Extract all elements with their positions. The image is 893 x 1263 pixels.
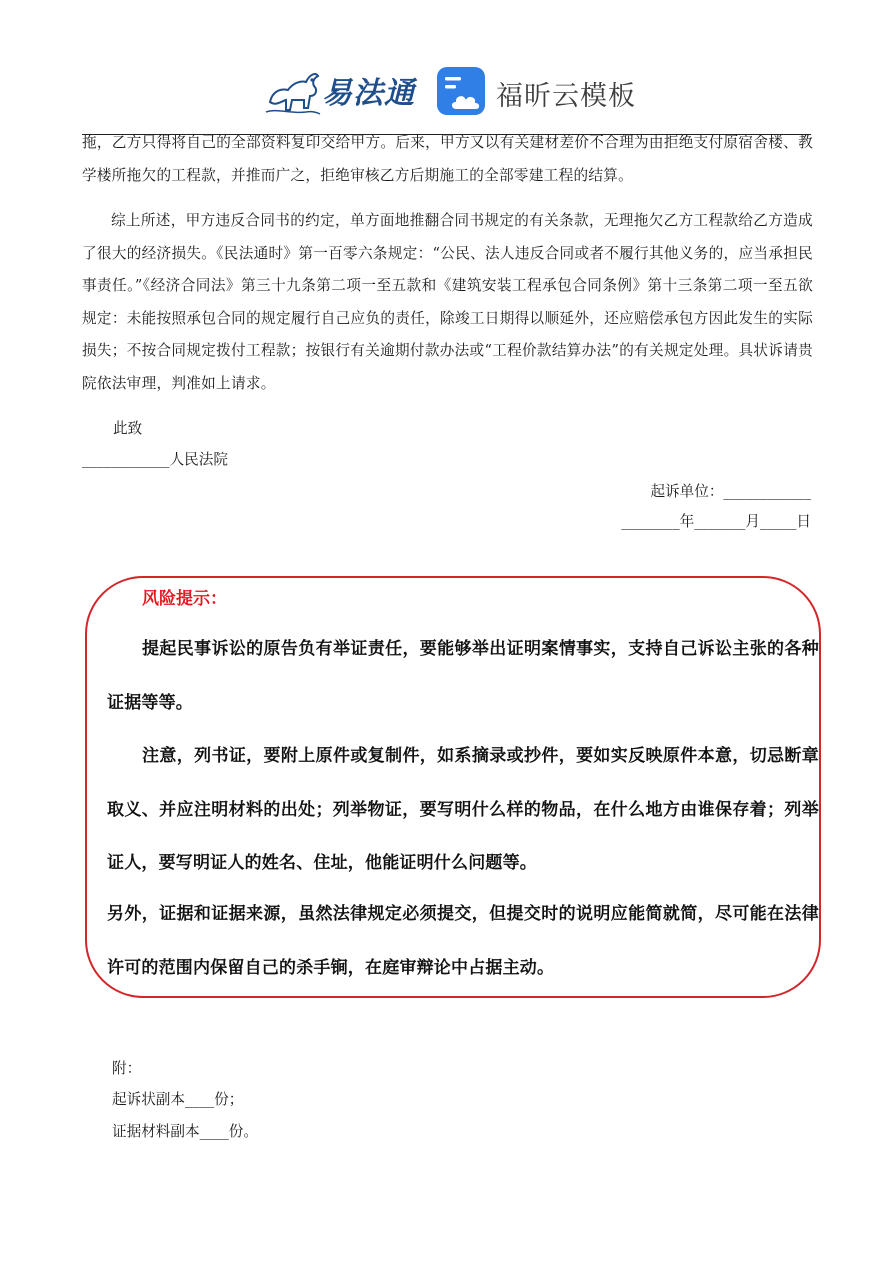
salutation: 此致 — [113, 420, 143, 437]
attachments-heading: 附： — [112, 1060, 142, 1077]
date-line: ________年_______月_____日 — [621, 513, 811, 530]
cloud-document-icon — [436, 66, 488, 118]
logo2-text: 福昕云模板 — [496, 81, 636, 112]
risk-paragraph-1: 提起民事诉讼的原告负有举证责任，要能够举出证明案情事实，支持自己诉讼主张的各种证据等等。 — [107, 639, 819, 713]
risk-title: 风险提示： — [142, 589, 227, 609]
body-paragraph-1: 拖，乙方只得将自己的全部资料复印交给甲方。后来，甲方又以有关建材差价不合理为由拒绝支付原宿舍楼、教学楼所拖欠的工程款，并推而广之，拒绝审核乙方后期施工的全部零建工程的结算。 — [82, 134, 813, 184]
yifatong-logo — [262, 62, 432, 118]
logo1-text: 易法通 — [322, 76, 415, 111]
plaintiff-line: 起诉单位：____________ — [650, 483, 811, 500]
attachment-item-2: 证据材料副本____份。 — [112, 1123, 258, 1140]
fuxin-template-logo — [436, 66, 656, 118]
attachment-item-1: 起诉状副本____份； — [112, 1091, 244, 1108]
qilin-icon — [262, 62, 322, 118]
body-paragraph-2: 综上所述，甲方违反合同书的约定，单方面地推翻合同书规定的有关条款，无理拖欠乙方工程款给乙方造成了很大的经济损失。《民法通时》第一百零六条规定：“公民、法人违反合同或者不履行其他义务的，应当承担民事责任。”《经济合同法》第三十九条第二项一至五款和《建筑安装工程承包合同条例》第十三条第二项一至五欲规定：未能按照承包合同的规定履行自己应负的责任，除竣工日期得以顺延外，还应赔偿承包方因此发生的实际损失；不按合同规定拨付工程款；按银行有关逾期付款办法或“工程价款结算办法”的有关规定处理。具状诉请贵院依法审理，判准如上请求。 — [82, 212, 813, 392]
risk-paragraph-3: 另外，证据和证据来源，虽然法律规定必须提交，但提交时的说明应能简就简，尽可能在法律许可的范围内保留自己的杀手锏，在庭审辩论中占据主动。 — [107, 904, 819, 978]
risk-paragraph-2: 注意，列书证，要附上原件或复制件，如系摘录或抄件，要如实反映原件本意，切忌断章取义、并应注明材料的出处；列举物证，要写明什么样的物品，在什么地方由谁保存着；列举证人，要写明证人的姓名、住址，他能证明什么问题等。 — [107, 746, 819, 873]
page-header — [0, 58, 893, 122]
court-line: ____________人民法院 — [82, 451, 228, 468]
